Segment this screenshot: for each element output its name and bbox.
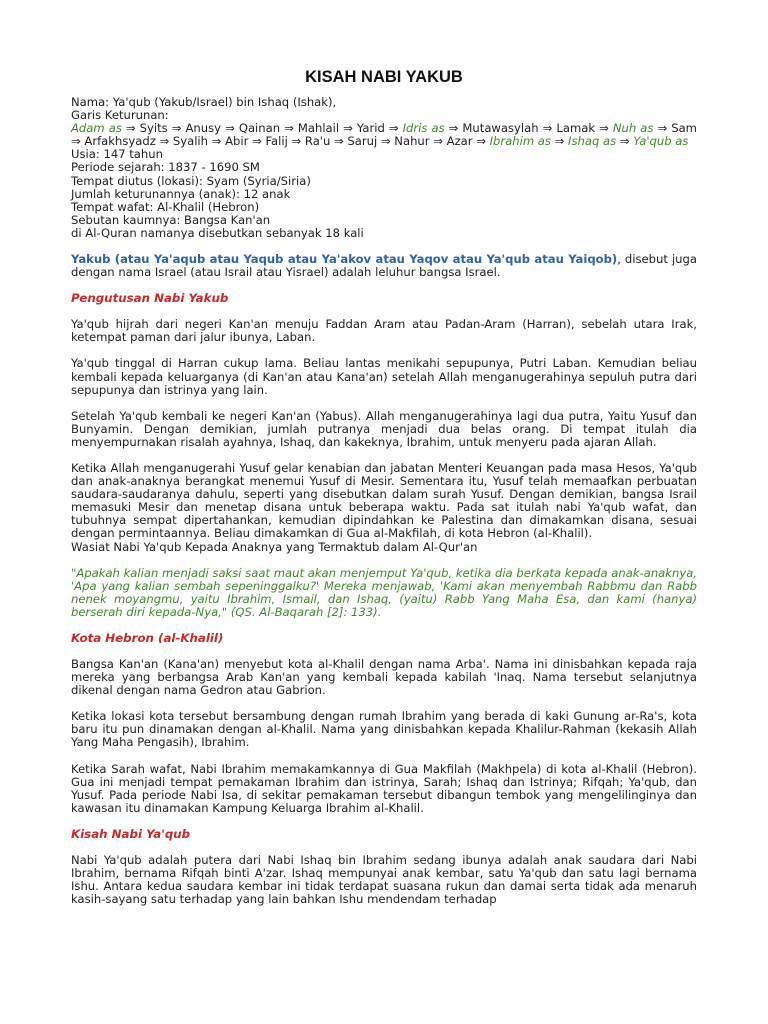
tempat-wafat-line: Tempat wafat: Al-Khalil (Hebron)	[71, 199, 260, 214]
garis-keturunan-label: Garis Keturunan:	[71, 108, 169, 123]
section-heading-kota-hebron: Kota Hebron (al-Khalil)	[71, 631, 224, 645]
spacer	[71, 750, 697, 763]
quran-mention-line: di Al-Quran namanya disebutkan sebanyak 18 kali	[71, 225, 364, 240]
lineage-text: ⇒ Syits ⇒ Anusy ⇒ Qainan ⇒ Mahlail ⇒ Yarid ⇒	[121, 121, 403, 136]
spacer	[71, 815, 697, 828]
usia-line: Usia: 147 tahun	[71, 147, 163, 162]
prophet-name: Ibrahim as	[489, 134, 551, 149]
page-title: KISAH NABI YAKUB	[305, 68, 463, 86]
paragraph: Nabi Ya'qub adalah putera dari Nabi Ishaq bin Ibrahim sedang ibunya adalah anak saudara dari Nabi Ibrahim, bernama Rifqah binti A'zar. Ishaq mempunyai anak kembar, satu Ya'qub dan satu lagi bernama Ishu. Antara kedua saudara kembar ini tidak terdapat suasana rukun dan damai serta tidak ada menaruh kasih-sayang satu terhadap yang lain bahkan Ishu mendendam terhadap	[71, 852, 697, 907]
intro-name-variants: Yakub (atau Ya'aqub atau Yaqub atau Ya'akov atau Yaqov atau Ya'qub atau Yaiqob)	[71, 252, 618, 267]
intro-paragraph	[71, 253, 697, 279]
prophet-name: Idris as	[402, 121, 445, 136]
paragraph: Bangsa Kan'an (Kana'an) menyebut kota al-Khalil dengan nama Arba'. Nama ini dinisbahkan kepada raja mereka yang berbangsa Arab Kan'an yang kembali kepada kabilah 'Inaq. Nama tersebut selanjutnya dikenal dengan nama Gedron atau Gabrion.	[71, 657, 697, 698]
spacer	[71, 841, 697, 854]
intro-rest: , disebut juga dengan nama Israel (atau Israil atau Yisrael) adalah leluhur bangsa Israel.	[71, 252, 697, 280]
prophet-name: Nuh as	[612, 121, 654, 136]
lineage-text: ⇒	[550, 134, 569, 149]
sebutan-kaum-line: Sebutan kaumnya: Bangsa Kan'an	[71, 212, 271, 227]
periode-line: Periode sejarah: 1837 - 1690 SM	[71, 160, 260, 175]
paragraph: Setelah Ya'qub kembali ke negeri Kan'an (Yabus). Allah menganugerahinya lagi dua putra, Yaitu Yusuf dan Bunyamin. Dengan demikian, jumlah putranya menjadi dua belas orang. Di tempat itulah dia menyempurnakan risalah ayahnya, Ishaq, dan kakeknya, Ibrahim, untuk menyeru pada ajaran Allah.	[71, 408, 697, 449]
lineage-text: ⇒ Mutawasylah ⇒ Lamak ⇒	[444, 121, 613, 136]
lineage-text: ⇒ Sam ⇒ Arfakhsyadz ⇒ Syalih ⇒ Abir ⇒ Falij ⇒ Ra'u ⇒ Saruj ⇒ Nahur ⇒ Azar ⇒	[71, 121, 697, 149]
section-heading-kisah-nabi-yaqub: Kisah Nabi Ya'qub	[71, 826, 191, 841]
paragraph: Ketika Sarah wafat, Nabi Ibrahim memakamkannya di Gua Makfilah (Makhpela) di kota al-Khalil (Hebron). Gua ini menjadi tempat pemakaman Ibrahim dan istrinya, Sarah; Ishaq dan Istrinya; Rifqah; Ya'qub, dan Yusuf. Pada periode Nabi Isa, di sekitar pemakaman tersebut dibangun tembok yang mengelilinginya dan kawasan itu dinamakan Kampung Keluarga Ibrahim al-Khalil.	[71, 761, 697, 815]
prophet-name: Adam as	[71, 121, 122, 136]
quran-quote: "Apakah kalian menjadi saksi saat maut akan menjemput Ya'qub, ketika dia berkata kepada anak-anaknya, 'Apa yang kalian sembah sepeninggalku?' Mereka menjawab, 'Kami akan menyembah Rabbmu dan Rabb nenek moyangmu, yaitu Ibrahim, Ismail, dan Ishaq, (yaitu) Rabb Yang Maha Esa, dan kami (hanya) berserah diri kepada-Nya," (QS. Al-Baqarah [2]: 133).	[71, 565, 697, 619]
tempat-diutus-line: Tempat diutus (lokasi): Syam (Syria/Siria)	[71, 173, 311, 188]
prophet-name: Ya'qub as	[633, 134, 689, 149]
wasiat-line: Wasiat Nabi Ya'qub Kepada Anaknya yang Termaktub dalam Al-Qur'an	[71, 539, 478, 554]
paragraph: Ketika Allah menganugerahi Yusuf gelar kenabian dan jabatan Menteri Keuangan pada masa Hesos, Ya'qub dan anak-anaknya berangkat menemui Yusuf di Mesir. Sementara itu, Yusuf telah memaafkan perbuatan saudara-saudaranya dahulu, seperti yang disebutkan dalam surah Yusuf. Dengan demikian, bangsa Israil memasuki Mesir dan menetap disana untuk beberapa waktu. Pada sat itulah nabi Ya'qub wafat, dan tubuhnya sempat dipertahankan, kemudian dipindahkan ke Palestina dan dimakamkan disana, sesuai dengan permintaannya. Beliau dimakamkan di Gua al-Makfilah, di kota Hebron (al-Khalil).	[71, 460, 697, 541]
paragraph: Ya'qub hijrah dari negeri Kan'an menuju Faddan Aram atau Padan-Aram (Harran), sebelah utara Irak, ketempat paman dari jalur ibunya, Laban.	[71, 317, 697, 345]
biodata-block	[71, 96, 697, 240]
spacer	[71, 554, 697, 567]
jumlah-anak-line: Jumlah keturunannya (anak): 12 anak	[71, 186, 291, 201]
nama-line: Nama: Ya'qub (Yakub/Israel) bin Ishaq (Ishak),	[71, 95, 337, 109]
paragraph: Ketika lokasi kota tersebut bersambung dengan rumah Ibrahim yang berada di kaki Gunung ar-Ra's, kota baru itu pun dinamakan dengan al-Khalil. Nama yang dinisbahkan kepada Khalilur-Rahman (kekasih Allah Yang Maha Pengasih), Ibrahim.	[71, 709, 697, 750]
lineage-text: ⇒	[616, 134, 634, 149]
paragraph: Ya'qub tinggal di Harran cukup lama. Beliau lantas menikahi sepupunya, Putri Laban. Kemudian beliau kembali kepada keluarganya (di Kan'an atau Kana'an) setelah Allah menganugerahinya sepuluh putra dari sepupunya dan istrinya yang lain.	[71, 356, 697, 397]
section-heading-pengutusan: Pengutusan Nabi Yakub	[71, 291, 229, 306]
prophet-name: Ishaq as	[568, 134, 617, 149]
lineage-line	[71, 122, 697, 148]
spacer	[71, 397, 697, 410]
